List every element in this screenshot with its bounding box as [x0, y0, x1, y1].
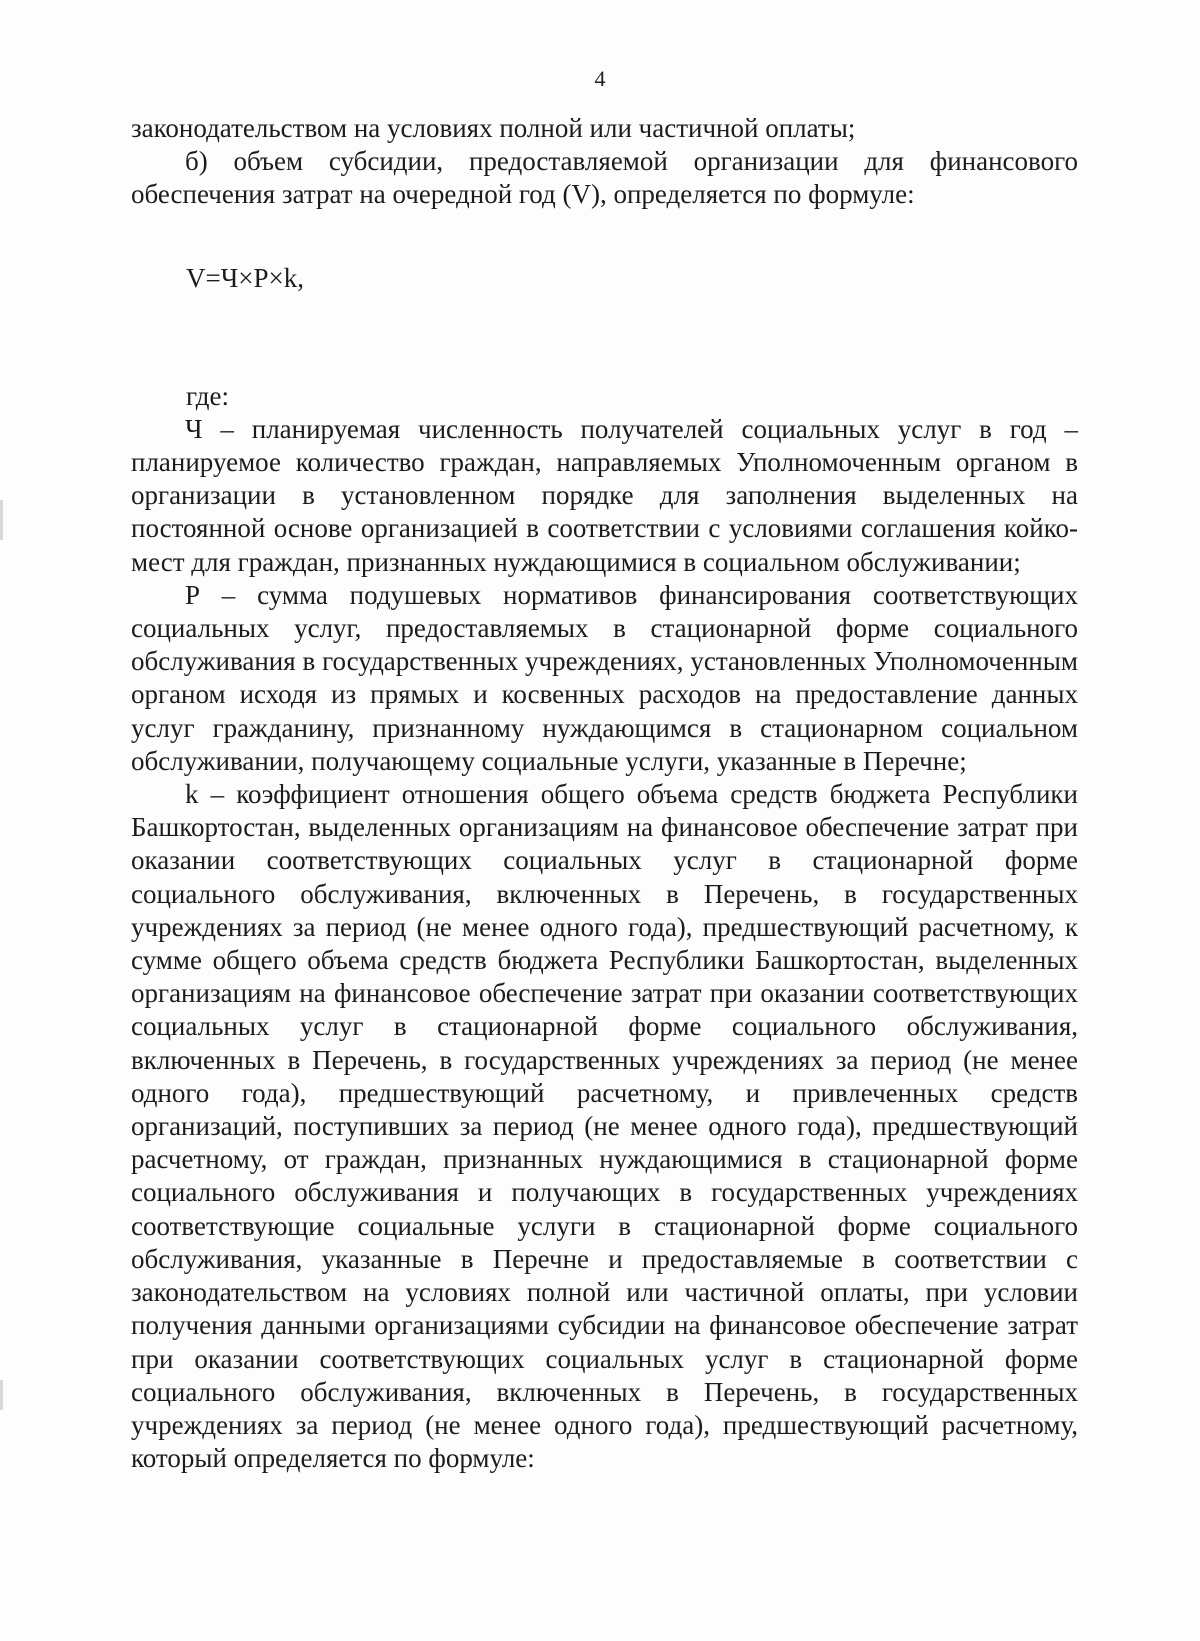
paragraph-ch-definition: Ч – планируемая численность получателей социальных услуг в год – планируемое количество граждан, направляемых Уполномоченным органом в организации в установленном порядке для заполнения выделенных на постоянной основе организацией в соответствии с условиями соглашения койко-мест для граждан, признанных нуждающимися в социальном обслуживании; — [131, 413, 1078, 577]
page-number: 4 — [594, 66, 606, 91]
paragraph-p-definition: Р – сумма подушевых нормативов финансирования соответствующих социальных услуг, предоставляемых в стационарной форме социального обслуживания в государственных учреждениях, установленных Уполномоченным органом исходя из прямых и косвенных расходов на предоставление данных услуг гражданину, признанному нуждающимся в стационарном социальном обслуживании, получающему социальные услуги, указанные в Перечне; — [131, 579, 1078, 776]
paragraph-continuation: законодательством на условиях полной или частичной оплаты; — [131, 113, 856, 143]
where-label: где: — [186, 380, 229, 411]
document-body — [131, 112, 1078, 1475]
formula: V=Ч×P×k, — [186, 262, 304, 293]
scan-edge-mark — [0, 1380, 3, 1410]
paragraph-b: б) объем субсидии, предоставляемой организации для финансового обеспечения затрат на очередной год (V), определяется по формуле: — [131, 146, 1078, 210]
scan-edge-mark — [0, 500, 3, 540]
paragraph-k-definition: k – коэффициент отношения общего объема средств бюджета Республики Башкортостан, выделенных организациям на финансовое обеспечение затрат при оказании соответствующих социальных услуг в стационарной форме социального обслуживания, включенных в Перечень, в государственных учреждениях за период (не менее одного года), предшествующий расчетному, к сумме общего объема средств бюджета Республики Башкортостан, выделенных организациям на финансовое обеспечение затрат при оказании соответствующих социальных услуг в стационарной форме социального обслуживания, включенных в Перечень, в государственных учреждениях за период (не менее одного года), предшествующий расчетному, и привлеченных средств организаций, поступивших за период (не менее одного года), предшествующий расчетному, от граждан, признанных нуждающимися в стационарной форме социального обслуживания и получающих в государственных учреждениях соответствующие социальные услуги в стационарной форме социального обслуживания, указанные в Перечне и предоставляемые в соответствии с законодательством на условиях полной или частичной оплаты, при условии получения данными организациями субсидии на финансовое обеспечение затрат при оказании соответствующих социальных услуг в стационарной форме социального обслуживания, включенных в Перечень, в государственных учреждениях за период (не менее одного года), предшествующий расчетному, который определяется по формуле: — [131, 779, 1078, 1474]
